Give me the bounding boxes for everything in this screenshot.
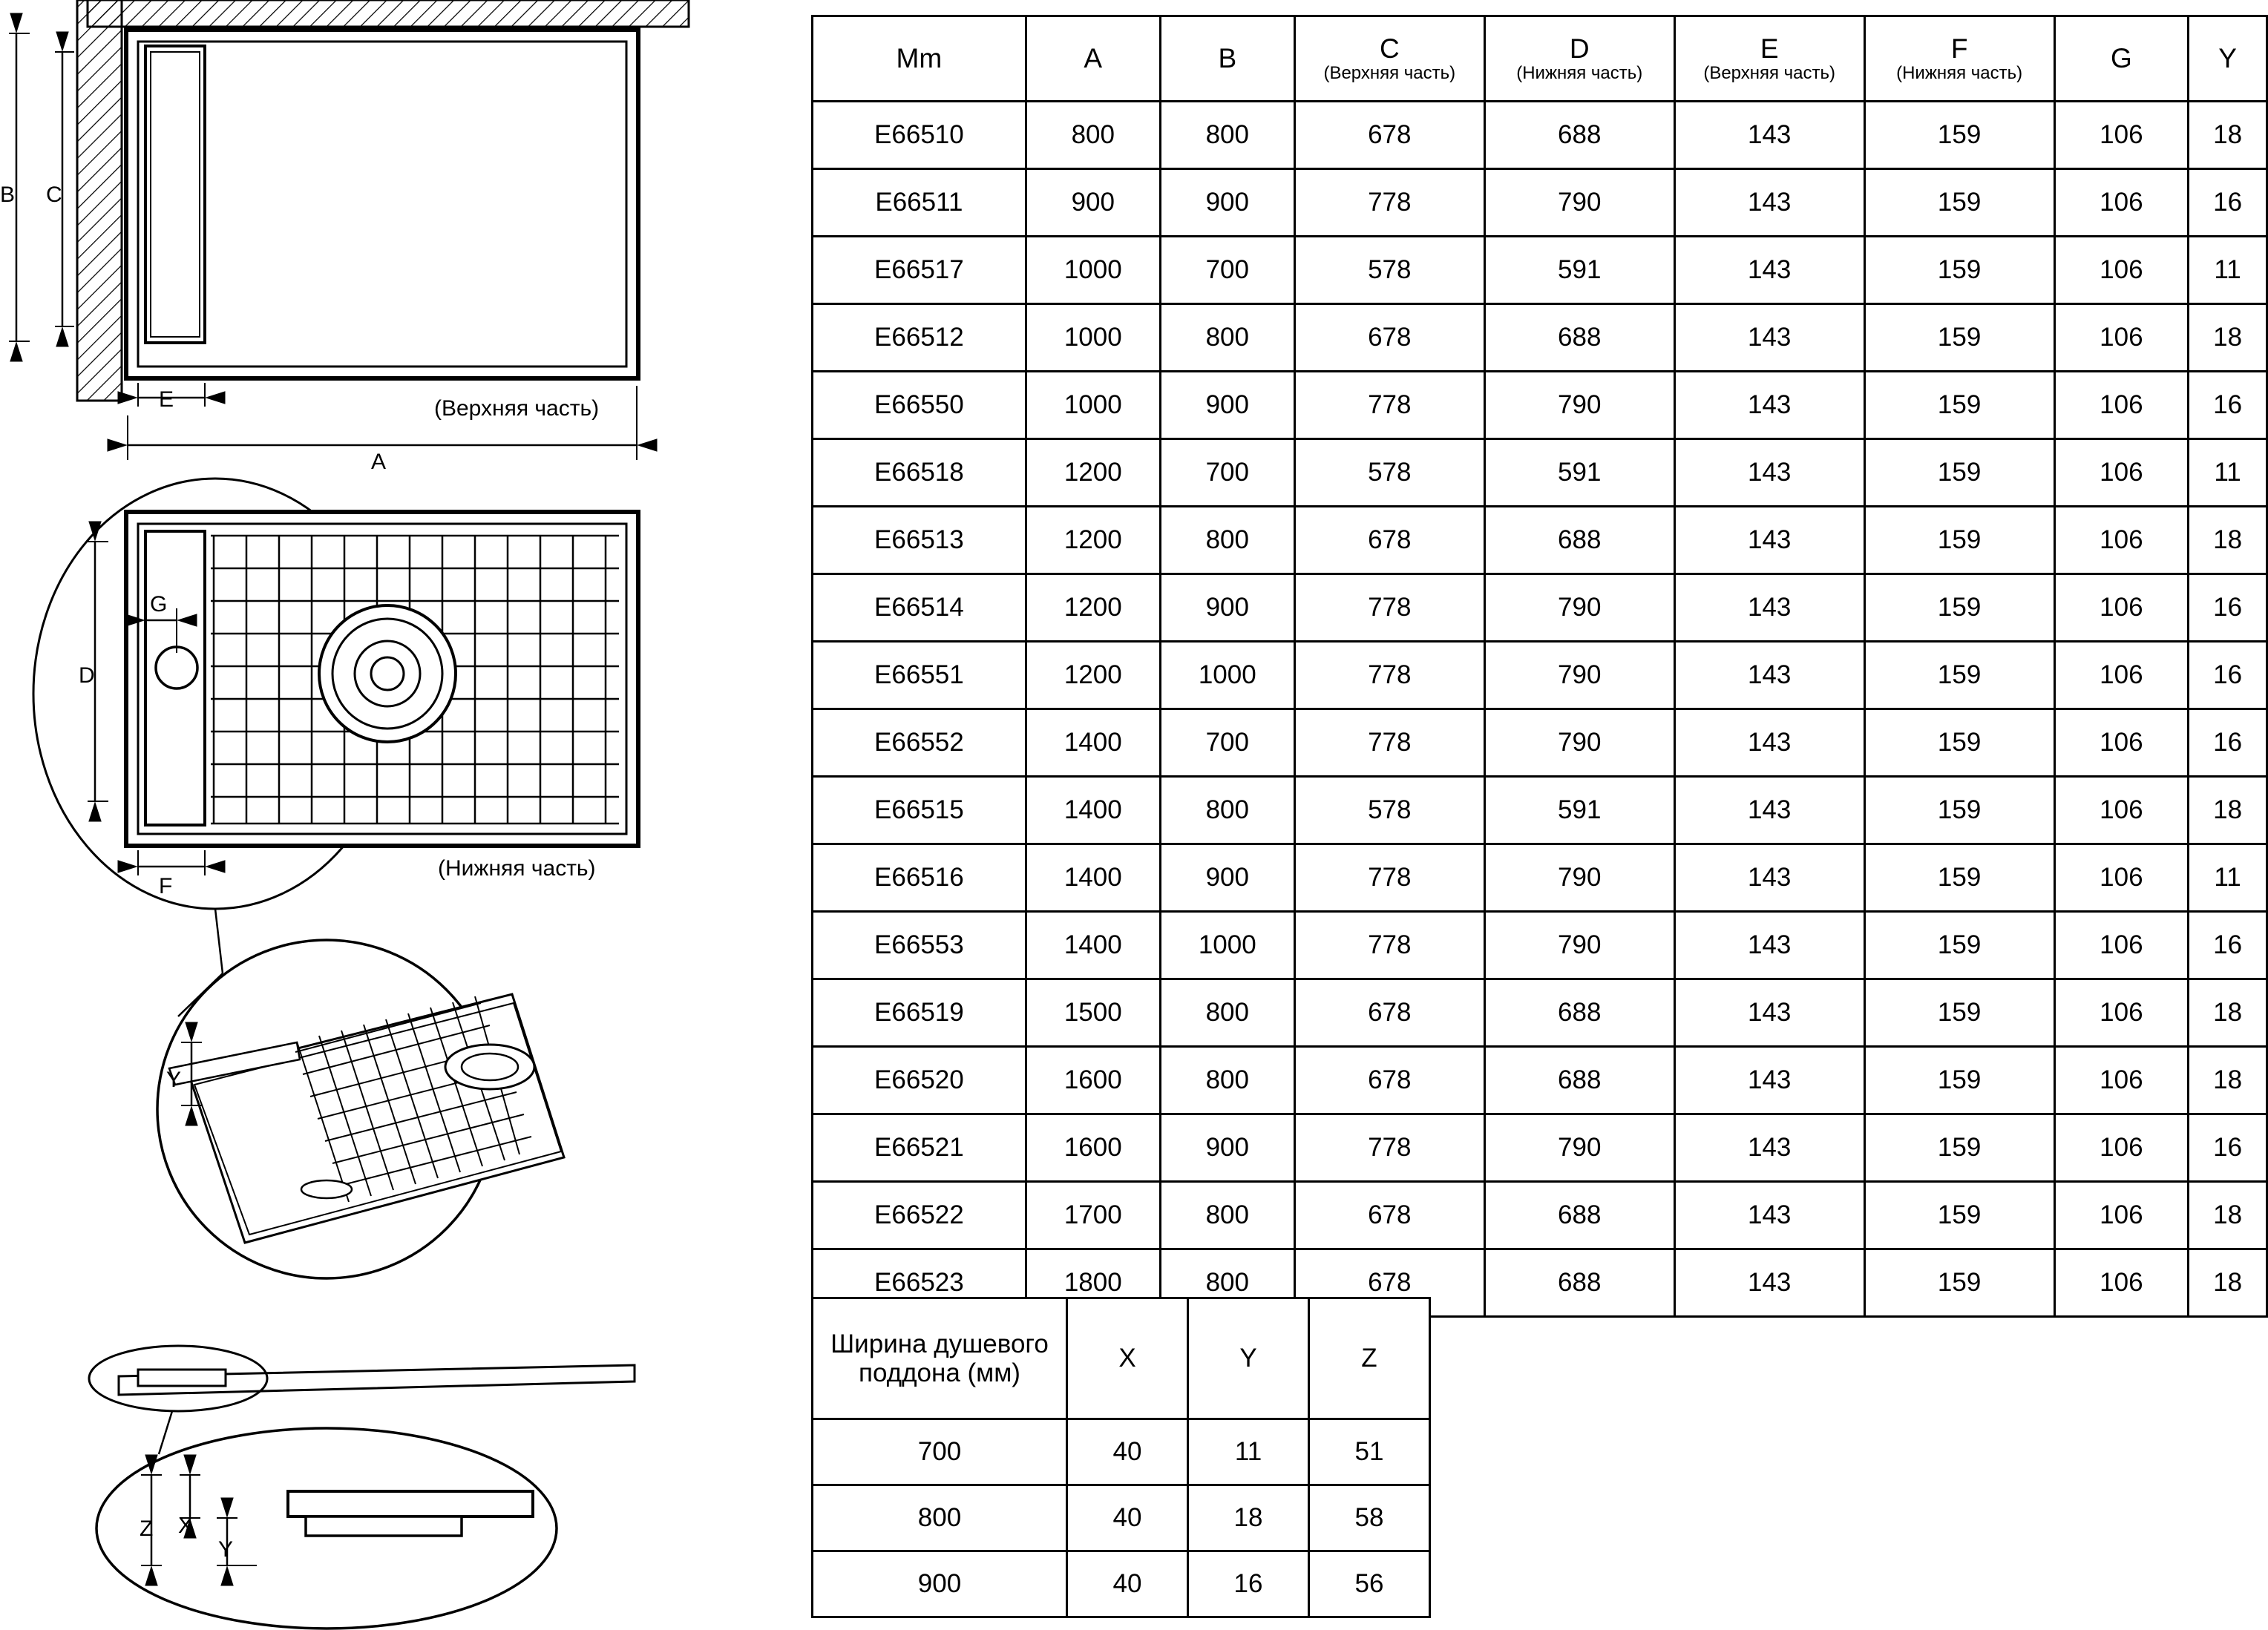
cell-y: 18 [2189, 507, 2267, 574]
label-b: B [0, 183, 16, 207]
cell-a: 1600 [1026, 1114, 1160, 1182]
header-main-b: B [1218, 42, 1237, 73]
cell-a: 1000 [1026, 372, 1160, 439]
cell-g: 106 [2054, 709, 2189, 777]
cell-g: 106 [2054, 102, 2189, 169]
cell-e: 143 [1674, 1182, 1864, 1249]
cell-y: 16 [2189, 169, 2267, 237]
header-main-a: A [1084, 42, 1103, 73]
cell-model: E66523 [813, 1249, 1026, 1317]
cell-model: E66513 [813, 507, 1026, 574]
cell-model: E66521 [813, 1114, 1026, 1182]
cell-g: 106 [2054, 507, 2189, 574]
table-row [813, 1419, 1430, 1485]
cell-model: E66551 [813, 642, 1026, 709]
cell-a: 1400 [1026, 912, 1160, 979]
header-sub-d: (Нижняя часть) [1516, 62, 1643, 83]
cell-b: 800 [1160, 1047, 1294, 1114]
header-cell-e [1674, 16, 1864, 102]
cell-f: 159 [1864, 642, 2054, 709]
cell-g: 106 [2054, 237, 2189, 304]
table-row [813, 709, 2267, 777]
table-row [813, 1047, 2267, 1114]
cell-d: 591 [1484, 777, 1674, 844]
cell-model: E66510 [813, 102, 1026, 169]
header-cell-a [1026, 16, 1160, 102]
cell-a: 1200 [1026, 642, 1160, 709]
cell-y: 16 [2189, 372, 2267, 439]
label-x: X [178, 1514, 194, 1538]
cell-f: 159 [1864, 1047, 2054, 1114]
cell-b: 700 [1160, 439, 1294, 507]
cell-b: 900 [1160, 372, 1294, 439]
cell-b: 900 [1160, 574, 1294, 642]
table-row [813, 372, 2267, 439]
cell-e: 143 [1674, 1114, 1864, 1182]
cell-e: 143 [1674, 507, 1864, 574]
cell-d: 688 [1484, 979, 1674, 1047]
cell-z: 58 [1309, 1485, 1430, 1551]
cell-model: E66512 [813, 304, 1026, 372]
cell-y: 18 [2189, 1182, 2267, 1249]
cell-c: 578 [1294, 439, 1484, 507]
label-g: G [150, 592, 168, 617]
cell-f: 159 [1864, 102, 2054, 169]
table-row [813, 237, 2267, 304]
table-row [813, 102, 2267, 169]
table-row [813, 979, 2267, 1047]
cell-d: 790 [1484, 844, 1674, 912]
cell-d: 790 [1484, 574, 1674, 642]
table-row [813, 169, 2267, 237]
table-header-row [813, 16, 2267, 102]
cell-f: 159 [1864, 507, 2054, 574]
cell-g: 106 [2054, 912, 2189, 979]
cell-d: 688 [1484, 102, 1674, 169]
cell-c: 778 [1294, 574, 1484, 642]
cell-y: 18 [2189, 1047, 2267, 1114]
table-row [813, 1485, 1430, 1551]
cell-a: 1200 [1026, 574, 1160, 642]
cell-c: 678 [1294, 102, 1484, 169]
cell-b: 800 [1160, 979, 1294, 1047]
cell-c: 678 [1294, 507, 1484, 574]
cell-d: 790 [1484, 912, 1674, 979]
cell-f: 159 [1864, 237, 2054, 304]
header-main-model: Mm [896, 42, 943, 73]
cell-a: 1700 [1026, 1182, 1160, 1249]
cell-f: 159 [1864, 169, 2054, 237]
detail-circle-drawing [157, 909, 564, 1278]
cell-c: 778 [1294, 372, 1484, 439]
cell-y: 11 [1188, 1419, 1309, 1485]
header-main-c: C [1379, 33, 1400, 64]
cell-c: 778 [1294, 912, 1484, 979]
table-row [813, 439, 2267, 507]
cell-b: 700 [1160, 709, 1294, 777]
cell-f: 159 [1864, 709, 2054, 777]
drawings-svg [0, 0, 809, 1630]
cell-y: 11 [2189, 844, 2267, 912]
cell-model: E66516 [813, 844, 1026, 912]
cell-y: 18 [2189, 777, 2267, 844]
table-row [813, 642, 2267, 709]
label-d: D [79, 663, 95, 688]
dimensions-table-body [813, 102, 2267, 1317]
cell-a: 1400 [1026, 844, 1160, 912]
cell-model: E66520 [813, 1047, 1026, 1114]
cell-y: 18 [2189, 304, 2267, 372]
cell-b: 800 [1160, 507, 1294, 574]
cell-f: 159 [1864, 439, 2054, 507]
label-f: F [159, 874, 173, 898]
dimensions-table [811, 15, 2268, 1318]
label-y-section: Y [218, 1537, 234, 1562]
label-y-detail: Y [166, 1068, 182, 1092]
cell-b: 800 [1160, 777, 1294, 844]
label-z: Z [140, 1516, 154, 1541]
cell-d: 790 [1484, 169, 1674, 237]
header-cell-z: Z [1309, 1298, 1430, 1419]
cell-f: 159 [1864, 574, 2054, 642]
header-cell-y: Y [1188, 1298, 1309, 1419]
cell-c: 578 [1294, 777, 1484, 844]
table-row [813, 912, 2267, 979]
table-row [813, 574, 2267, 642]
cell-model: E66514 [813, 574, 1026, 642]
cell-f: 159 [1864, 1114, 2054, 1182]
cell-b: 900 [1160, 169, 1294, 237]
cell-c: 678 [1294, 1249, 1484, 1317]
cell-x: 40 [1067, 1419, 1188, 1485]
cell-f: 159 [1864, 1249, 2054, 1317]
cell-y: 18 [2189, 102, 2267, 169]
cell-y: 18 [2189, 1249, 2267, 1317]
cell-f: 159 [1864, 372, 2054, 439]
header-cell-tray-width: Ширина душевого поддона (мм) [813, 1298, 1067, 1419]
cell-model: E66519 [813, 979, 1026, 1047]
label-e: E [159, 387, 174, 412]
cell-e: 143 [1674, 237, 1864, 304]
cell-d: 688 [1484, 1249, 1674, 1317]
cell-model: E66517 [813, 237, 1026, 304]
cell-y: 18 [2189, 979, 2267, 1047]
cell-c: 778 [1294, 1114, 1484, 1182]
cell-model: E66511 [813, 169, 1026, 237]
header-main-e: E [1760, 33, 1779, 64]
cell-c: 678 [1294, 304, 1484, 372]
table-row [813, 777, 2267, 844]
header-sub-f: (Нижняя часть) [1896, 62, 2023, 83]
cell-e: 143 [1674, 169, 1864, 237]
cell-a: 1400 [1026, 709, 1160, 777]
cell-a: 1800 [1026, 1249, 1160, 1317]
cell-g: 106 [2054, 439, 2189, 507]
cell-e: 143 [1674, 912, 1864, 979]
cell-g: 106 [2054, 1249, 2189, 1317]
cell-g: 106 [2054, 372, 2189, 439]
header-main-d: D [1569, 33, 1590, 64]
cell-b: 800 [1160, 102, 1294, 169]
cell-y: 16 [2189, 574, 2267, 642]
header-cell-c [1294, 16, 1484, 102]
cell-b: 800 [1160, 304, 1294, 372]
cell-g: 106 [2054, 1182, 2189, 1249]
cell-e: 143 [1674, 844, 1864, 912]
header-cell-model [813, 16, 1026, 102]
cell-y: 11 [2189, 237, 2267, 304]
cell-d: 790 [1484, 372, 1674, 439]
cell-b: 900 [1160, 1114, 1294, 1182]
cell-g: 106 [2054, 304, 2189, 372]
cell-c: 678 [1294, 979, 1484, 1047]
cell-y: 16 [2189, 1114, 2267, 1182]
header-cell-f [1864, 16, 2054, 102]
cell-g: 106 [2054, 777, 2189, 844]
cell-d: 790 [1484, 709, 1674, 777]
header-cell-g [2054, 16, 2189, 102]
cell-a: 1500 [1026, 979, 1160, 1047]
table-row [813, 1182, 2267, 1249]
cell-c: 778 [1294, 709, 1484, 777]
cell-d: 688 [1484, 1047, 1674, 1114]
cell-a: 800 [1026, 102, 1160, 169]
cell-g: 106 [2054, 979, 2189, 1047]
cell-model: E66552 [813, 709, 1026, 777]
cell-c: 678 [1294, 1047, 1484, 1114]
cell-e: 143 [1674, 777, 1864, 844]
cell-a: 1600 [1026, 1047, 1160, 1114]
cell-y: 16 [2189, 912, 2267, 979]
cell-a: 900 [1026, 169, 1160, 237]
cell-c: 678 [1294, 1182, 1484, 1249]
header-cell-y [2189, 16, 2267, 102]
table-row [813, 844, 2267, 912]
dimensions-table-header [813, 16, 2267, 102]
section-view-drawing [89, 1346, 635, 1629]
cell-f: 159 [1864, 979, 2054, 1047]
cell-model: E66515 [813, 777, 1026, 844]
cell-x: 40 [1067, 1485, 1188, 1551]
cell-g: 106 [2054, 169, 2189, 237]
header-main-f: F [1950, 33, 1968, 64]
cell-f: 159 [1864, 777, 2054, 844]
header-sub-c: (Верхняя часть) [1323, 62, 1456, 83]
cell-tray-width: 700 [813, 1419, 1067, 1485]
cell-f: 159 [1864, 912, 2054, 979]
cell-b: 800 [1160, 1182, 1294, 1249]
cell-e: 143 [1674, 979, 1864, 1047]
label-c: C [46, 183, 62, 207]
cell-d: 591 [1484, 439, 1674, 507]
cell-e: 143 [1674, 642, 1864, 709]
label-a: A [371, 450, 387, 474]
cell-e: 143 [1674, 372, 1864, 439]
table-row [813, 304, 2267, 372]
cell-g: 106 [2054, 642, 2189, 709]
table-row [813, 507, 2267, 574]
cell-y: 16 [1188, 1551, 1309, 1617]
cell-z: 56 [1309, 1551, 1430, 1617]
bottom-view-drawing [33, 479, 638, 909]
cell-c: 778 [1294, 642, 1484, 709]
drawings-column [0, 0, 809, 1630]
cell-g: 106 [2054, 574, 2189, 642]
cell-y: 11 [2189, 439, 2267, 507]
cell-a: 1200 [1026, 439, 1160, 507]
cell-model: E66553 [813, 912, 1026, 979]
cell-g: 106 [2054, 844, 2189, 912]
cell-y: 16 [2189, 642, 2267, 709]
bottom-view-caption: (Нижняя часть) [438, 856, 596, 881]
header-sub-e: (Верхняя часть) [1703, 62, 1836, 83]
cell-model: E66522 [813, 1182, 1026, 1249]
cell-e: 143 [1674, 439, 1864, 507]
cell-c: 578 [1294, 237, 1484, 304]
cell-tray-width: 800 [813, 1485, 1067, 1551]
cell-b: 800 [1160, 1249, 1294, 1317]
cell-b: 700 [1160, 237, 1294, 304]
cell-e: 143 [1674, 574, 1864, 642]
cell-y: 18 [1188, 1485, 1309, 1551]
cell-d: 790 [1484, 1114, 1674, 1182]
table-row [813, 1551, 1430, 1617]
tray-width-table-body [813, 1419, 1430, 1617]
cell-e: 143 [1674, 304, 1864, 372]
header-main-g: G [2110, 42, 2132, 73]
cell-a: 1000 [1026, 237, 1160, 304]
cell-y: 16 [2189, 709, 2267, 777]
cell-tray-width: 900 [813, 1551, 1067, 1617]
cell-e: 143 [1674, 1047, 1864, 1114]
cell-model: E66550 [813, 372, 1026, 439]
cell-g: 106 [2054, 1114, 2189, 1182]
top-view-drawing [0, 0, 689, 474]
cell-c: 778 [1294, 169, 1484, 237]
cell-d: 688 [1484, 507, 1674, 574]
cell-x: 40 [1067, 1551, 1188, 1617]
tray-width-table [811, 1297, 1431, 1618]
cell-c: 778 [1294, 844, 1484, 912]
cell-f: 159 [1864, 844, 2054, 912]
header-main-y: Y [2218, 42, 2237, 73]
cell-d: 591 [1484, 237, 1674, 304]
header-cell-d [1484, 16, 1674, 102]
cell-b: 1000 [1160, 642, 1294, 709]
header-cell-b [1160, 16, 1294, 102]
cell-d: 688 [1484, 1182, 1674, 1249]
cell-a: 1000 [1026, 304, 1160, 372]
cell-f: 159 [1864, 304, 2054, 372]
header-cell-x: X [1067, 1298, 1188, 1419]
table-header-row [813, 1298, 1430, 1419]
cell-z: 51 [1309, 1419, 1430, 1485]
top-view-caption: (Верхняя часть) [434, 396, 600, 421]
cell-b: 900 [1160, 844, 1294, 912]
cell-model: E66518 [813, 439, 1026, 507]
cell-a: 1400 [1026, 777, 1160, 844]
cell-b: 1000 [1160, 912, 1294, 979]
cell-e: 143 [1674, 1249, 1864, 1317]
table-row [813, 1114, 2267, 1182]
cell-f: 159 [1864, 1182, 2054, 1249]
cell-g: 106 [2054, 1047, 2189, 1114]
cell-d: 688 [1484, 304, 1674, 372]
cell-d: 790 [1484, 642, 1674, 709]
cell-e: 143 [1674, 709, 1864, 777]
cell-e: 143 [1674, 102, 1864, 169]
tray-width-table-header [813, 1298, 1430, 1419]
cell-a: 1200 [1026, 507, 1160, 574]
